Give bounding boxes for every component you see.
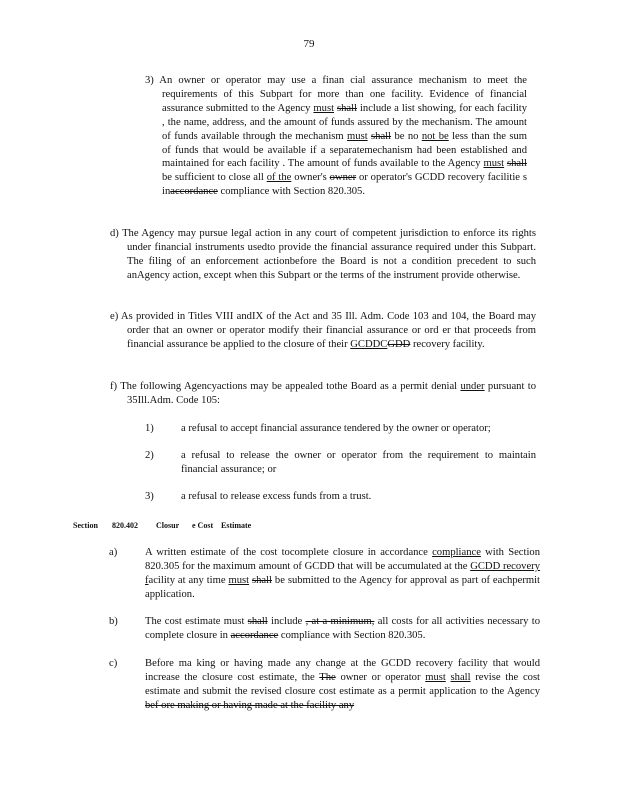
text-run: acility at any time	[148, 574, 229, 586]
deleted-text: GDD	[387, 338, 411, 350]
text-run: be no	[391, 130, 422, 142]
deleted-text: shall	[251, 574, 272, 586]
inserted-text: compliance	[432, 547, 481, 558]
paragraph-3	[145, 74, 528, 199]
text-run: include a list showing, for each facility , the name, address, and the amount of funds assured by the mechanism. The amount of funds available through the mechanism	[162, 102, 528, 142]
f-item-3-text	[181, 490, 536, 504]
f-item-1-number: 1)	[145, 423, 154, 434]
text-run: 3) An owner or operator may use a finan cial assurance mechanism to meet the requirements of this Subpart for more than one facility. Evidence of financial assurance submitted to the Agency	[145, 75, 527, 114]
text-run: be sufficient to close all	[162, 172, 267, 184]
deleted-text: shall	[371, 130, 392, 142]
inserted-text: GCDD recovery f	[145, 560, 540, 586]
text-run: The cost estimate must	[145, 616, 248, 627]
inserted-text: of the	[266, 172, 292, 184]
inserted-text: not be	[421, 130, 449, 142]
section-title-part-1: Closur	[156, 521, 180, 530]
section-heading	[73, 519, 251, 533]
text-run: compliance with Section 820.305.	[217, 186, 365, 198]
text-run: owner or operator	[335, 671, 426, 683]
paragraph-e	[110, 310, 536, 352]
text-run: a refusal to accept financial assurance tendered by the owner or operator;	[181, 423, 491, 434]
text-run: revise the cost estimate and submit the revised closure cost estimate as a permit application to the Agency	[145, 671, 541, 697]
deleted-text: , at a minimum,	[305, 616, 375, 627]
section-item-b-text	[145, 615, 540, 643]
section-item-a-number: a)	[109, 547, 118, 558]
section-title-part-3: Estimate	[221, 521, 252, 530]
inserted-text: shall	[450, 671, 471, 683]
deleted-text: owner	[329, 172, 357, 184]
f-item-2-text	[181, 449, 536, 477]
text-run: less than the sum of funds that would be available if a separatemechanism had been established and maintained for each facility . The amount of funds available to the Agency	[162, 130, 527, 170]
text-run: compliance with Section 820.305.	[278, 629, 426, 641]
text-run: be submitted to the Agency for approval as part of eachpermit application.	[145, 574, 540, 600]
section-item-c-number: c)	[109, 658, 118, 669]
page-number: 79	[303, 38, 315, 50]
text-run: all costs for all activities necessary to complete closure in	[145, 616, 540, 641]
inserted-text: GCDDC	[350, 338, 388, 350]
inserted-text: must	[347, 130, 368, 142]
text-run: Before ma king or having made any change at the GCDD recovery facility that would increase the closure cost estimate, the	[145, 658, 540, 683]
section-item-a-text	[145, 546, 540, 602]
inserted-text: must	[483, 158, 505, 170]
deleted-text: accordance	[230, 629, 279, 641]
deleted-text: shall	[247, 616, 268, 627]
inserted-text: must	[228, 574, 250, 586]
deleted-text: bef ore making or having made at the facility any	[145, 699, 355, 711]
deleted-text: accordance	[170, 186, 218, 198]
deleted-text: shall	[506, 158, 527, 170]
inserted-text: must	[425, 671, 446, 683]
section-item-b-number: b)	[109, 616, 118, 627]
section-label: Section	[73, 521, 98, 530]
paragraph-d	[110, 227, 536, 283]
f-item-2-number: 2)	[145, 450, 154, 461]
text-run: d) The Agency may pursue legal action in any court of competent jurisdiction to enforce its rights under financial instruments usedto provide the financial assurance required under this Subpart. The filing of an enforcement actionbefore the Board is not a condition precedent to such anAgency action, except when this Subpart or the terms of the instrument provide otherwise.	[110, 228, 536, 281]
text-run: f) The following Agencyactions may be appealed tothe Board as a permit denial	[110, 381, 461, 392]
text-run: A written estimate of the cost tocomplete closure in accordance	[145, 547, 433, 558]
inserted-text: under	[460, 381, 485, 392]
section-number: 820.402	[112, 521, 138, 530]
deleted-text: shall	[337, 102, 358, 114]
paragraph-f	[110, 380, 536, 408]
text-run: e) As provided in Titles VIII andIX of the Act and 35 Ill. Adm. Code 103 and 104, the Board may order that an owner or operator modify their financial assurance or ord er that proceeds from financial assurance be applied to the closure of their	[110, 311, 536, 350]
text-run: include	[267, 616, 306, 627]
text-run: owner's	[291, 172, 330, 184]
text-run: with Section 820.305 for the maximum amount of GCDD that will be accumulated at the	[145, 547, 540, 572]
text-run: a refusal to release excess funds from a trust.	[181, 491, 372, 502]
f-item-3-number: 3)	[145, 491, 154, 502]
f-item-1-text	[181, 422, 536, 436]
deleted-text: The	[319, 671, 336, 683]
text-run: pursuant to 35Ill.Adm. Code 105:	[127, 381, 536, 406]
section-item-c-text	[145, 657, 540, 713]
text-run: a refusal to release the owner or operator from the requirement to maintain financial assurance; or	[181, 450, 536, 475]
section-title-part-2: e Cost	[192, 521, 214, 530]
text-run: recovery facility.	[410, 338, 485, 350]
text-run: or operator's GCDD recovery facilitie s in	[162, 172, 527, 198]
inserted-text: must	[313, 102, 335, 114]
